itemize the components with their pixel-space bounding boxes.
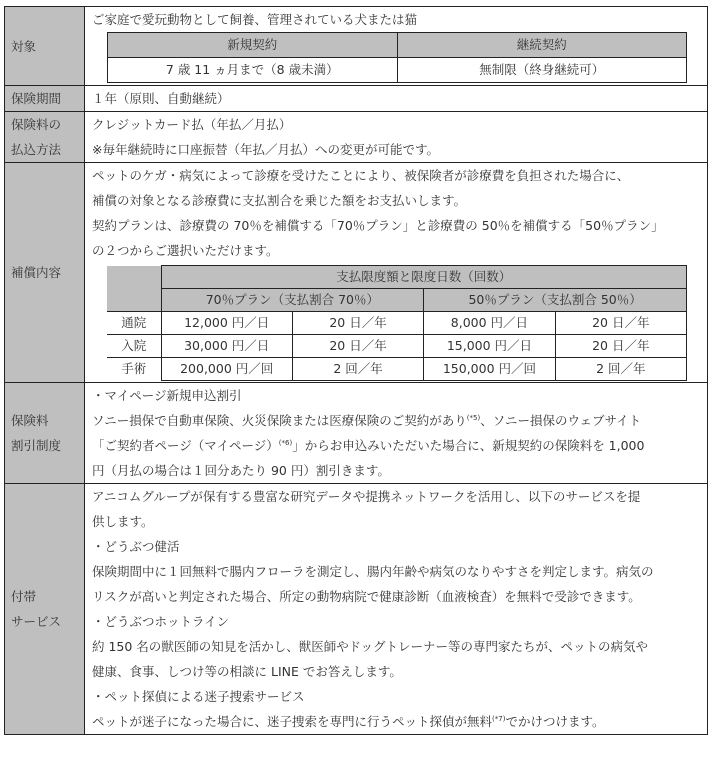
content-payment xyxy=(85,112,708,163)
coverage-group-header: 支払限度額と限度日数（回数） xyxy=(161,266,687,289)
label-discount-line: 保険料 xyxy=(11,413,49,428)
value-new-contract: 7 歳 11 ヵ月まで（8 歳未満） xyxy=(108,58,398,83)
text: 」からお申込みいただいた場合に、新規契約の保険料を 1,000 xyxy=(292,438,645,453)
coverage-table-corner xyxy=(107,266,161,312)
service-title: ・ペット探偵による迷子捜索サービス xyxy=(92,689,305,704)
coverage-row-inpatient xyxy=(107,335,687,358)
cell: 2 回／年 xyxy=(292,358,423,381)
content-target xyxy=(85,7,708,86)
row-services xyxy=(5,484,708,735)
text: 、ソニー損保のウェブサイト xyxy=(480,413,642,428)
footnote-5: (*5) xyxy=(466,414,481,422)
row-discount xyxy=(5,383,708,484)
discount-line: 円（月払の場合は１回分あたり 90 円）割引きます。 xyxy=(92,463,390,478)
cell: 150,000 円／回 xyxy=(424,358,555,381)
cell: 2 回／年 xyxy=(555,358,686,381)
label-discount-line: 割引制度 xyxy=(11,438,62,453)
cell: 20 日／年 xyxy=(292,335,423,358)
row-coverage xyxy=(5,163,708,383)
label-discount xyxy=(5,383,85,484)
row-period xyxy=(5,86,708,112)
target-age-table xyxy=(107,32,687,83)
label-services-line: サービス xyxy=(11,614,62,629)
service-title: ・どうぶつ健活 xyxy=(92,539,180,554)
cell: 30,000 円／日 xyxy=(161,335,292,358)
cell: 20 日／年 xyxy=(555,335,686,358)
coverage-line: の２つからご選択いただけます。 xyxy=(92,243,279,258)
service-line xyxy=(92,709,707,734)
label-coverage: 補償内容 xyxy=(5,163,85,383)
label-services-line: 付帯 xyxy=(11,589,37,604)
discount-line xyxy=(92,408,707,433)
services-intro: 供します。 xyxy=(92,514,154,529)
text: ペットが迷子になった場合に、迷子捜索を専門に行うペット探偵が無料 xyxy=(92,714,493,729)
cell: 15,000 円／日 xyxy=(424,335,555,358)
footnote-7: (*7) xyxy=(492,715,506,723)
target-description: ご家庭で愛玩動物として飼養、管理されている犬または猫 xyxy=(92,12,418,27)
text: でかけつけます。 xyxy=(505,714,605,729)
cell: 20 日／年 xyxy=(292,312,423,335)
label-period: 保険期間 xyxy=(5,86,85,112)
service-line: リスクが高いと判定された場合、所定の動物病院で健康診断（血液検査）を無料で受診できます。 xyxy=(92,589,641,604)
payment-line: クレジットカード払（年払／月払） xyxy=(92,117,292,132)
plan-70-header: 70％プラン（支払割合 70％） xyxy=(161,289,424,312)
service-line: 保険期間中に１回無料で腸内フローラを測定し、腸内年齢や病気のなりやすさを判定します。病気の xyxy=(92,564,654,579)
text: ソニー損保で自動車保険、火災保険または医療保険のご契約があり xyxy=(92,413,467,428)
payment-note: ※毎年継続時に口座振替（年払／月払）への変更が可能です。 xyxy=(92,142,439,157)
coverage-line: ペットのケガ・病気によって診療を受けたことにより、被保険者が診療費を負担された場合に、 xyxy=(92,168,630,183)
value-renewal-contract: 無制限（終身継続可） xyxy=(397,58,687,83)
label-target: 対象 xyxy=(5,7,85,86)
cell: 200,000 円／回 xyxy=(161,358,292,381)
coverage-row-outpatient xyxy=(107,312,687,335)
row-payment xyxy=(5,112,708,163)
plan-50-header: 50％プラン（支払割合 50％） xyxy=(424,289,687,312)
cell: 8,000 円／日 xyxy=(424,312,555,335)
header-renewal-contract: 継続契約 xyxy=(397,33,687,58)
cell: 12,000 円／日 xyxy=(161,312,292,335)
row-target xyxy=(5,7,708,86)
text: 「ご契約者ページ（マイページ） xyxy=(92,438,279,453)
label-payment-line: 保険料の xyxy=(11,117,62,132)
coverage-limits-table xyxy=(107,265,687,381)
row-label: 手術 xyxy=(107,358,161,381)
service-line: 約 150 名の獣医師の知見を活かし、獣医師やドッグトレーナー等の専門家たちが、ペットの病気や xyxy=(92,639,649,654)
content-coverage xyxy=(85,163,708,383)
cell: 20 日／年 xyxy=(555,312,686,335)
label-payment xyxy=(5,112,85,163)
coverage-row-surgery xyxy=(107,358,687,381)
period-text: １年（原則、自動継続） xyxy=(92,91,230,106)
coverage-line: 補償の対象となる診療費に支払割合を乗じた額をお支払いします。 xyxy=(92,193,467,208)
coverage-line: 契約プランは、診療費の 70％を補償する「70％プラン」と診療費の 50％を補償する「50％プラン」 xyxy=(92,218,664,233)
content-discount xyxy=(85,383,708,484)
content-period xyxy=(85,86,708,112)
footnote-6: (*6) xyxy=(278,439,293,447)
header-new-contract: 新規契約 xyxy=(108,33,398,58)
service-line: 健康、食事、しつけ等の相談に LINE でお答えします。 xyxy=(92,664,402,679)
row-label: 入院 xyxy=(107,335,161,358)
label-services xyxy=(5,484,85,735)
content-services xyxy=(85,484,708,735)
service-title: ・どうぶつホットライン xyxy=(92,614,230,629)
label-payment-line: 払込方法 xyxy=(11,142,62,157)
row-label: 通院 xyxy=(107,312,161,335)
insurance-summary-table xyxy=(4,6,708,735)
discount-line xyxy=(92,433,707,458)
services-intro: アニコムグループが保有する豊富な研究データや提携ネットワークを活用し、以下のサービスを提 xyxy=(92,489,641,504)
discount-title: ・マイページ新規申込割引 xyxy=(92,388,242,403)
